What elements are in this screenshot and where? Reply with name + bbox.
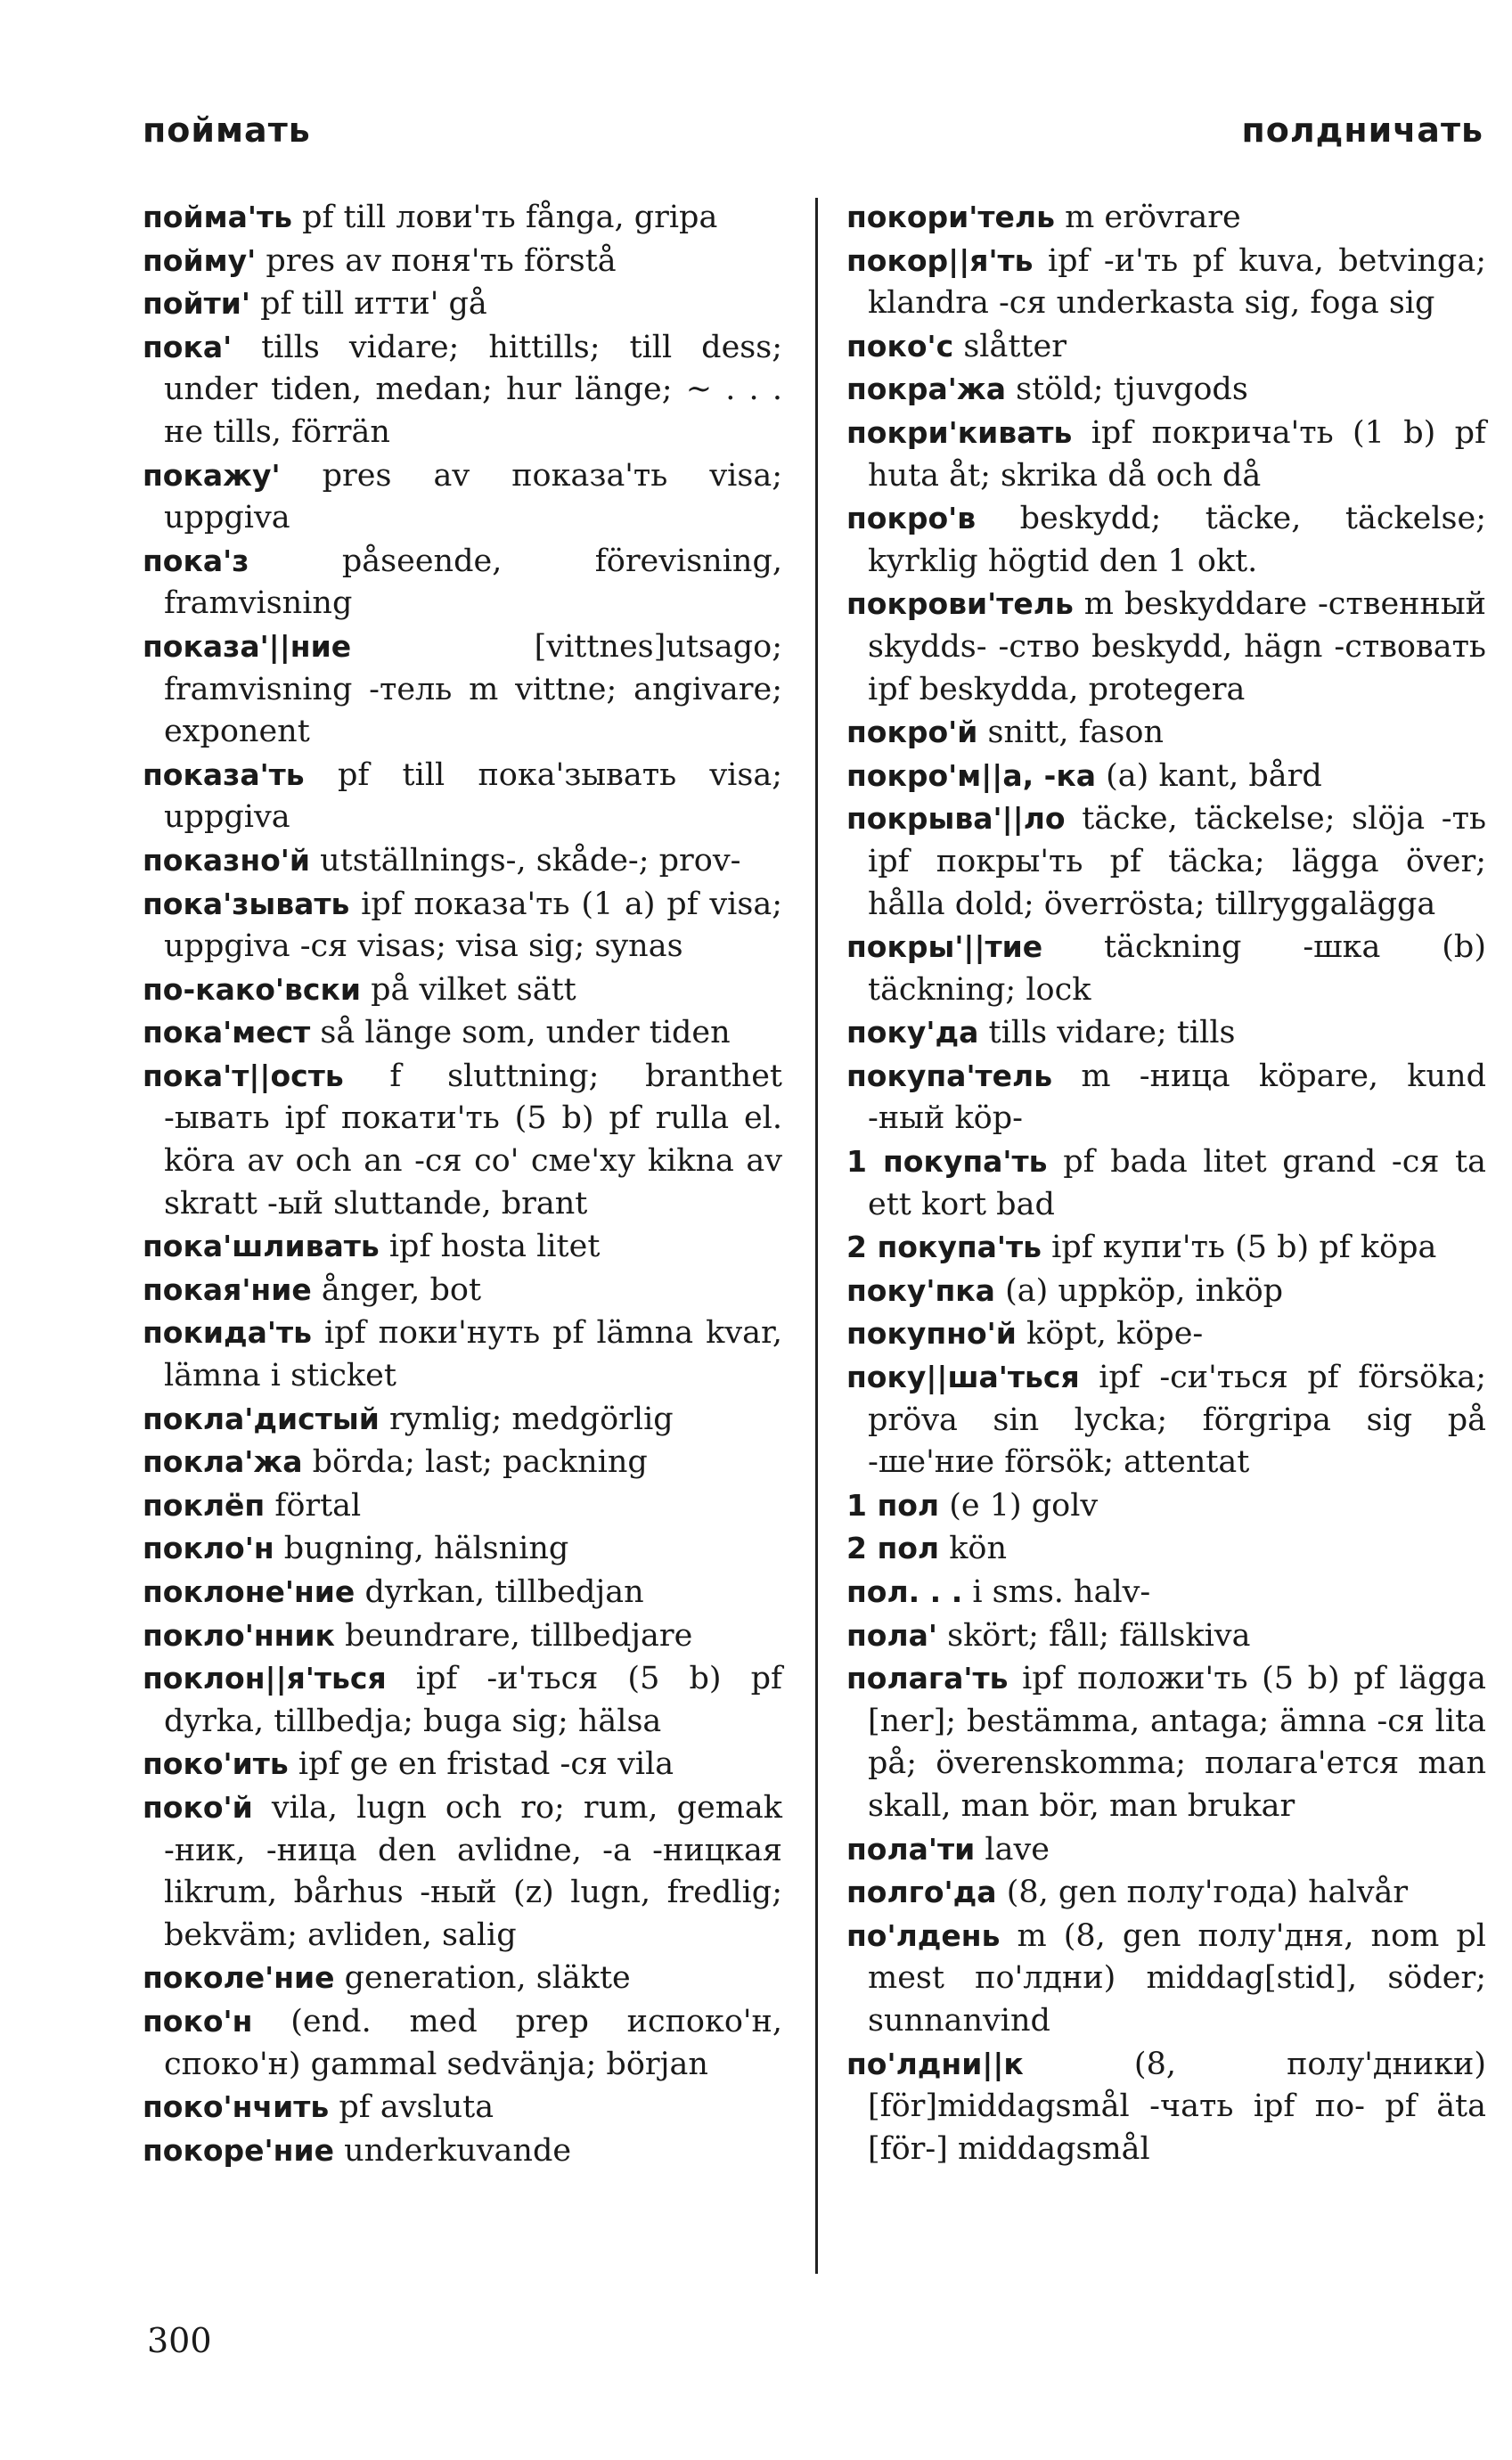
dictionary-entry bbox=[143, 1269, 782, 1312]
entry-definition: skört; fåll; fällskiva bbox=[937, 1617, 1251, 1654]
dictionary-entry bbox=[846, 325, 1486, 369]
dictionary-entry bbox=[143, 625, 782, 754]
entry-headword: по-како'вски bbox=[143, 971, 361, 1007]
entry-definition: rymlig; medgörlig bbox=[379, 1401, 674, 1437]
dictionary-entry bbox=[846, 1571, 1486, 1614]
entry-headword: поклоне'ние bbox=[143, 1574, 356, 1609]
dictionary-entry bbox=[846, 1657, 1486, 1827]
entry-definition: pres av поня'ть förstå bbox=[256, 242, 617, 279]
dictionary-entry bbox=[846, 1270, 1486, 1313]
dictionary-entry bbox=[846, 926, 1486, 1011]
entry-definition: (a) kant, bård bbox=[1096, 757, 1322, 794]
entry-headword: покида'ть bbox=[143, 1315, 313, 1351]
dictionary-entry bbox=[846, 412, 1486, 497]
entry-definition: underkuvande bbox=[333, 2132, 572, 2169]
entry-headword: покупа'тель bbox=[846, 1058, 1053, 1093]
entry-definition: lave bbox=[975, 1831, 1050, 1867]
entry-definition: pf till итти' gå bbox=[249, 286, 487, 323]
entry-definition: ipf -и'ть pf kuva, betvinga; klandra -ся underkasta sig, foga sig bbox=[868, 242, 1486, 322]
dictionary-entry bbox=[143, 968, 782, 1012]
dictionary-entry bbox=[846, 1828, 1486, 1872]
entry-headword: покажу' bbox=[143, 457, 281, 493]
dictionary-entry bbox=[143, 1484, 782, 1528]
entry-headword: поку'да bbox=[846, 1015, 979, 1050]
entry-definition: ipf ge en fristad -ся vila bbox=[288, 1746, 674, 1783]
entry-definition: pf till лови'ть fånga, gripa bbox=[291, 200, 718, 235]
entry-definition: tills vidare; hittills; till dess; under tiden, medan; hur länge; ~ . . . не tills, förrän bbox=[164, 329, 782, 450]
dictionary-entry bbox=[846, 711, 1486, 755]
entry-definition: ipf hosta litet bbox=[379, 1229, 601, 1265]
column-divider bbox=[815, 198, 818, 2274]
entry-definition: m erövrare bbox=[1054, 200, 1241, 235]
dictionary-entry bbox=[143, 1312, 782, 1397]
entry-headword: поко'н bbox=[143, 2003, 253, 2039]
dictionary-entry bbox=[143, 1786, 782, 1957]
dictionary-entry bbox=[143, 326, 782, 454]
dictionary-entry bbox=[143, 2129, 782, 2173]
entry-headword: покро'й bbox=[846, 715, 978, 750]
dictionary-entry bbox=[143, 883, 782, 968]
entry-headword: покор||я'ть bbox=[846, 242, 1034, 278]
entry-definition: (8, полу'дники) [för]middagsmål -чать ipf по- pf äta [för-] middagsmål bbox=[868, 2046, 1486, 2167]
entry-definition: ipf положи'ть (5 b) pf lägga [ner]; bestämma, antaga; ämna -ся lita på; överenskomma; полага'ется man skall, man bör, man brukar bbox=[868, 1661, 1486, 1824]
entry-definition: (e 1) golv bbox=[939, 1487, 1099, 1524]
entry-definition: täcke, täckelse; slöja -ть ipf покры'ть pf täcka; lägga över; hålla dold; överrösta; tillryggalägga bbox=[868, 801, 1486, 922]
entry-headword: полго'да bbox=[846, 1875, 997, 1910]
dictionary-entry bbox=[846, 1614, 1486, 1658]
entry-headword: покрови'тель bbox=[846, 586, 1074, 622]
dictionary-entry bbox=[846, 1356, 1486, 1484]
entry-definition: ipf показа'ть (1 a) pf visa; uppgiva -ся visas; visa sig; synas bbox=[164, 886, 782, 965]
entry-definition: m (8, gen полу'дня, nom pl mest по'лдни) middag[stid], söder; sunnanvind bbox=[868, 1917, 1486, 2039]
dictionary-entry bbox=[143, 282, 782, 326]
entry-definition: slåtter bbox=[953, 328, 1067, 364]
entry-headword: поклёп bbox=[143, 1487, 266, 1523]
entry-headword: покрыва'||ло bbox=[846, 801, 1066, 837]
entry-definition: på vilket sätt bbox=[360, 971, 576, 1008]
entry-headword: показа'ть bbox=[143, 756, 305, 792]
dictionary-entry bbox=[846, 368, 1486, 412]
entry-headword: покро'м||а, -ка bbox=[846, 757, 1097, 793]
dictionary-entry bbox=[846, 196, 1486, 240]
entry-headword: пол. . . bbox=[846, 1574, 963, 1609]
entry-headword: пока'з bbox=[143, 543, 249, 578]
entry-headword: покори'тель bbox=[846, 200, 1055, 234]
dictionary-entry bbox=[846, 1011, 1486, 1055]
entry-headword: пола'ти bbox=[846, 1831, 976, 1867]
dictionary-entry bbox=[143, 1055, 782, 1225]
entry-headword: пока' bbox=[143, 329, 233, 364]
entry-headword: покая'ние bbox=[143, 1271, 312, 1307]
dictionary-entry bbox=[846, 497, 1486, 583]
entry-headword: по'лдень bbox=[846, 1917, 1001, 1953]
entry-definition: i sms. halv- bbox=[962, 1574, 1151, 1610]
entry-headword: полага'ть bbox=[846, 1661, 1009, 1696]
dictionary-entry bbox=[846, 1312, 1486, 1356]
entry-definition: utställnings-, skåde-; prov- bbox=[310, 842, 741, 879]
entry-definition: stöld; tjuvgods bbox=[1005, 372, 1248, 408]
entry-headword: покло'н bbox=[143, 1531, 274, 1566]
entry-definition: vila, lugn och ro; rum, gemak -ник, -ница den avlidne, -a -ницкая likrum, bårhus -ный (z) lugn, fredlig; bekväm; avliden, salig bbox=[164, 1789, 782, 1953]
dictionary-entry bbox=[143, 540, 782, 625]
entry-definition: ånger, bot bbox=[311, 1271, 482, 1308]
page-number: 300 bbox=[147, 2321, 212, 2360]
dictionary-entry bbox=[846, 583, 1486, 711]
dictionary-entry bbox=[846, 797, 1486, 926]
entry-headword: покла'дистый bbox=[143, 1401, 380, 1436]
entry-headword: пока'зывать bbox=[143, 886, 350, 921]
dictionary-entry bbox=[143, 1398, 782, 1442]
dictionary-entry bbox=[143, 2000, 782, 2086]
entry-headword: пойти' bbox=[143, 286, 250, 322]
entry-headword: покри'кивать bbox=[846, 414, 1073, 450]
entry-headword: покло'нник bbox=[143, 1617, 335, 1653]
entry-headword: пола' bbox=[846, 1617, 938, 1653]
entry-headword: покупно'й bbox=[846, 1316, 1017, 1352]
entry-headword: пока'т||ость bbox=[143, 1058, 344, 1093]
entry-definition: börda; last; packning bbox=[302, 1444, 648, 1481]
entry-headword: поко'с bbox=[846, 328, 954, 364]
entry-definition: förtal bbox=[265, 1487, 362, 1524]
entry-headword: пока'шливать bbox=[143, 1229, 380, 1264]
entry-headword: 1 пол bbox=[846, 1487, 940, 1523]
entry-definition: pf avsluta bbox=[329, 2089, 494, 2126]
dictionary-entry bbox=[846, 240, 1486, 325]
entry-definition: ipf -и'ться (5 b) pf dyrka, tillbedja; buga sig; hälsa bbox=[164, 1661, 782, 1739]
dictionary-entry bbox=[143, 1441, 782, 1484]
entry-definition: så länge som, under tiden bbox=[310, 1015, 731, 1051]
dictionary-entry bbox=[143, 1743, 782, 1786]
entry-definition: ipf купи'ть (5 b) pf köpa bbox=[1042, 1230, 1437, 1266]
entry-definition: (end. med prep испоко'н, споко'н) gammal sedvänja; början bbox=[164, 2003, 782, 2082]
dictionary-entry bbox=[846, 755, 1486, 798]
entry-definition: dyrkan, tillbedjan bbox=[355, 1574, 644, 1610]
left-column bbox=[143, 196, 782, 2172]
dictionary-entry bbox=[846, 2043, 1486, 2171]
dictionary-entry bbox=[846, 1915, 1486, 2043]
dictionary-entry bbox=[143, 1571, 782, 1614]
dictionary-entry bbox=[143, 454, 782, 540]
entry-headword: покла'жа bbox=[143, 1444, 303, 1480]
entry-headword: покоре'ние bbox=[143, 2132, 334, 2168]
entry-definition: f sluttning; branthet -ывать ipf покати'ть (5 b) pf rulla el. köra av och an -ся со' сме'ху kikna av skratt -ый sluttande, brant bbox=[164, 1058, 782, 1222]
right-column bbox=[846, 196, 1486, 2170]
entry-definition: ipf покрича'ть (1 b) pf huta åt; skrika då och då bbox=[868, 414, 1486, 494]
dictionary-entry bbox=[143, 2086, 782, 2129]
entry-definition: kön bbox=[939, 1531, 1008, 1567]
entry-headword: поко'нчить bbox=[143, 2089, 330, 2125]
entry-definition: pf till пока'зывать visa; uppgiva bbox=[164, 756, 782, 836]
entry-headword: показно'й bbox=[143, 842, 311, 878]
entry-headword: по'лдни||к bbox=[846, 2046, 1024, 2081]
dictionary-entry bbox=[846, 1226, 1486, 1270]
entry-definition: köpt, köpe- bbox=[1016, 1316, 1204, 1353]
entry-headword: поку||ша'ться bbox=[846, 1360, 1080, 1395]
dictionary-entry bbox=[143, 1011, 782, 1055]
entry-headword: покро'в bbox=[846, 501, 977, 536]
entry-headword: 2 покупа'ть bbox=[846, 1230, 1042, 1265]
dictionary-entry bbox=[846, 1871, 1486, 1915]
dictionary-entry bbox=[143, 1527, 782, 1571]
entry-definition: (8, gen полу'года) halvår bbox=[996, 1875, 1409, 1911]
entry-definition: m -ница köpare, kund -ный köp- bbox=[868, 1058, 1486, 1137]
entry-headword: пойма'ть bbox=[143, 200, 292, 234]
entry-headword: поколе'ние bbox=[143, 1960, 335, 1996]
entry-definition: tills vidare; tills bbox=[978, 1015, 1236, 1051]
dictionary-entry bbox=[846, 1484, 1486, 1528]
entry-definition: beskydd; täcke, täckelse; kyrklig högtid den 1 okt. bbox=[868, 501, 1486, 579]
dictionary-entry bbox=[143, 839, 782, 883]
entry-definition: bugning, hälsning bbox=[274, 1531, 569, 1567]
entry-definition: snitt, fason bbox=[977, 715, 1164, 751]
dictionary-entry bbox=[143, 1957, 782, 2000]
entry-definition: beundrare, tillbedjare bbox=[334, 1617, 693, 1654]
dictionary-entry bbox=[143, 240, 782, 283]
entry-definition: (a) uppköp, inköp bbox=[994, 1272, 1284, 1309]
dictionary-entry bbox=[846, 1140, 1486, 1226]
running-head-right: полдничать bbox=[1241, 110, 1483, 150]
dictionary-entry bbox=[846, 1527, 1486, 1571]
dictionary-entry bbox=[143, 754, 782, 839]
entry-definition: generation, släkte bbox=[334, 1960, 631, 1997]
dictionary-entry bbox=[143, 1657, 782, 1743]
entry-definition: [vittnes]utsago; framvisning -тель m vittne; angivare; exponent bbox=[164, 628, 782, 750]
entry-definition: m beskyddare -ственный skydds- -ство beskydd, hägn -ствовать ipf beskydda, protegera bbox=[868, 586, 1486, 707]
entry-headword: поко'й bbox=[143, 1789, 253, 1825]
entry-definition: ipf поки'нуть pf lämna kvar, lämna i sticket bbox=[164, 1315, 782, 1394]
dictionary-entry bbox=[143, 1614, 782, 1658]
entry-headword: поку'пка bbox=[846, 1272, 995, 1308]
entry-headword: 2 пол bbox=[846, 1531, 940, 1566]
entry-definition: pf bada litet grand -ся ta ett kort bad bbox=[868, 1144, 1486, 1222]
entry-headword: покра'жа bbox=[846, 372, 1006, 407]
entry-headword: поклон||я'ться bbox=[143, 1661, 387, 1696]
running-head-left: поймать bbox=[143, 110, 311, 150]
dictionary-entry bbox=[846, 1055, 1486, 1140]
entry-definition: täckning -шка (b) täckning; lock bbox=[868, 929, 1486, 1008]
entry-definition: påseende, förevisning, framvisning bbox=[164, 543, 782, 622]
dictionary-entry bbox=[143, 196, 782, 240]
entry-headword: покры'||тие bbox=[846, 929, 1043, 965]
entry-definition: pres av показа'ть visa; uppgiva bbox=[164, 457, 782, 536]
entry-headword: показа'||ние bbox=[143, 628, 352, 664]
entry-headword: 1 покупа'ть bbox=[846, 1144, 1048, 1180]
entry-definition: ipf -си'ться pf försöka; pröva sin lycka; förgripa sig på -ше'ние försök; attentat bbox=[868, 1360, 1486, 1481]
entry-headword: поко'ить bbox=[143, 1746, 289, 1782]
entry-headword: пока'мест bbox=[143, 1015, 311, 1050]
entry-headword: пойму' bbox=[143, 242, 257, 278]
dictionary-entry bbox=[143, 1225, 782, 1269]
